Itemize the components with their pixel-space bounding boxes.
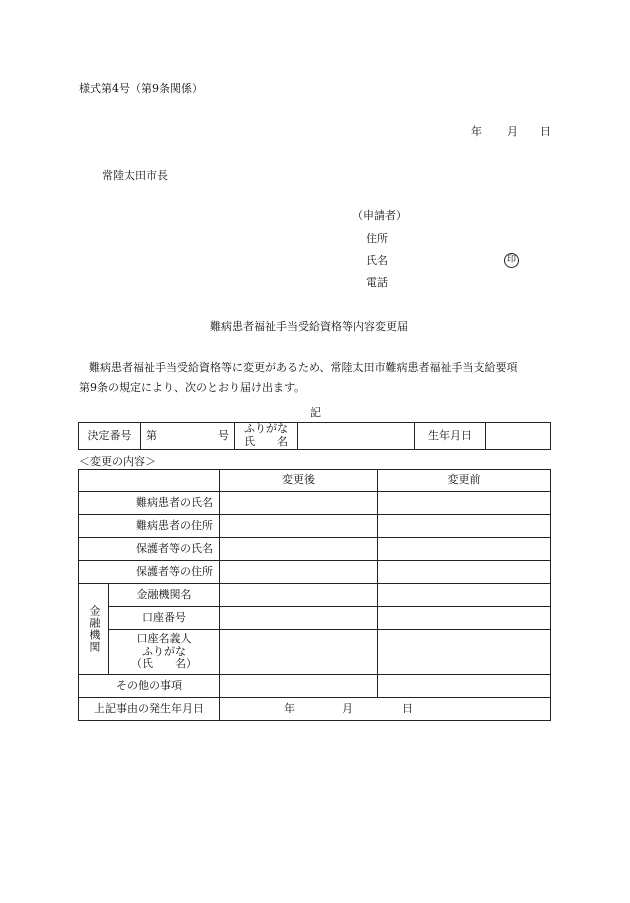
applicant-header: （申請者） [352, 209, 407, 222]
row-guardian-name: 保護者等の氏名 [79, 538, 220, 561]
decision-number-label: 決定番号 [79, 423, 141, 450]
date-month: 月 [507, 125, 518, 138]
furigana-name-label [235, 423, 298, 450]
dai-label: 第 [146, 428, 157, 442]
patient-name-before-field[interactable] [378, 492, 551, 515]
account-number-after-field[interactable] [220, 607, 378, 630]
top-table [78, 422, 551, 450]
occurrence-date-label: 上記事由の発生年月日 [79, 698, 220, 721]
addressee: 常陸太田市長 [102, 169, 168, 182]
date-year: 年 [471, 125, 482, 138]
occurrence-day: 日 [402, 701, 413, 715]
applicant-phone-label: 電話 [366, 276, 388, 289]
seal-icon: 印 [504, 253, 519, 268]
row-other: その他の事項 [79, 675, 220, 698]
account-number-before-field[interactable] [378, 607, 551, 630]
guardian-address-after-field[interactable] [220, 561, 378, 584]
account-holder-before-field[interactable] [378, 630, 551, 675]
changes-header: ＜変更の内容＞ [79, 455, 156, 468]
other-after-field[interactable] [220, 675, 378, 698]
header-blank-cell [79, 470, 220, 492]
body-text-line-1: 難病患者福祉手当受給資格等に変更があるため、常陸太田市難病患者福祉手当支給要項 [89, 361, 518, 374]
page-title: 難病患者福祉手当受給資格等内容変更届 [210, 320, 408, 333]
account-holder-after-field[interactable] [220, 630, 378, 675]
go-label: 号 [218, 428, 229, 442]
applicant-name-label: 氏名 [366, 254, 388, 267]
row-account-number: 口座番号 [109, 607, 220, 630]
birthdate-label: 生年月日 [415, 423, 486, 450]
patient-address-before-field[interactable] [378, 515, 551, 538]
row-account-holder [109, 630, 220, 675]
form-id: 様式第4号（第9条関係） [79, 82, 203, 95]
name-label: 氏 名 [244, 435, 288, 448]
decision-number-field[interactable] [141, 423, 235, 450]
guardian-name-before-field[interactable] [378, 538, 551, 561]
after-header: 変更後 [220, 470, 378, 492]
row-patient-name: 難病患者の氏名 [79, 492, 220, 515]
row-guardian-address: 保護者等の住所 [79, 561, 220, 584]
other-before-field[interactable] [378, 675, 551, 698]
patient-address-after-field[interactable] [220, 515, 378, 538]
seal-mark [504, 253, 519, 268]
row-patient-address: 難病患者の住所 [79, 515, 220, 538]
occurrence-month: 月 [342, 701, 353, 715]
bank-name-after-field[interactable] [220, 584, 378, 607]
furigana-label: ふりがな [244, 422, 288, 436]
patient-name-after-field[interactable] [220, 492, 378, 515]
before-header: 変更前 [378, 470, 551, 492]
date-day: 日 [540, 125, 551, 138]
account-holder-label: 口座名義人 [136, 632, 192, 646]
account-holder-name: （氏 名） [131, 657, 197, 671]
applicant-address-label: 住所 [366, 232, 388, 245]
guardian-address-before-field[interactable] [378, 561, 551, 584]
row-bank-name: 金融機関名 [109, 584, 220, 607]
account-holder-furigana: ふりがな [142, 644, 186, 658]
change-table [78, 469, 551, 721]
body-text-line-2: 第9条の規定により、次のとおり届け出ます。 [79, 381, 306, 394]
bank-name-before-field[interactable] [378, 584, 551, 607]
occurrence-year: 年 [284, 701, 295, 715]
ki-label: 記 [310, 406, 321, 419]
bank-group-text: 金融機関 [87, 605, 101, 653]
guardian-name-after-field[interactable] [220, 538, 378, 561]
birthdate-field[interactable] [486, 423, 551, 450]
name-field[interactable] [298, 423, 415, 450]
occurrence-date-field[interactable] [220, 698, 551, 721]
bank-group-label [79, 584, 109, 675]
